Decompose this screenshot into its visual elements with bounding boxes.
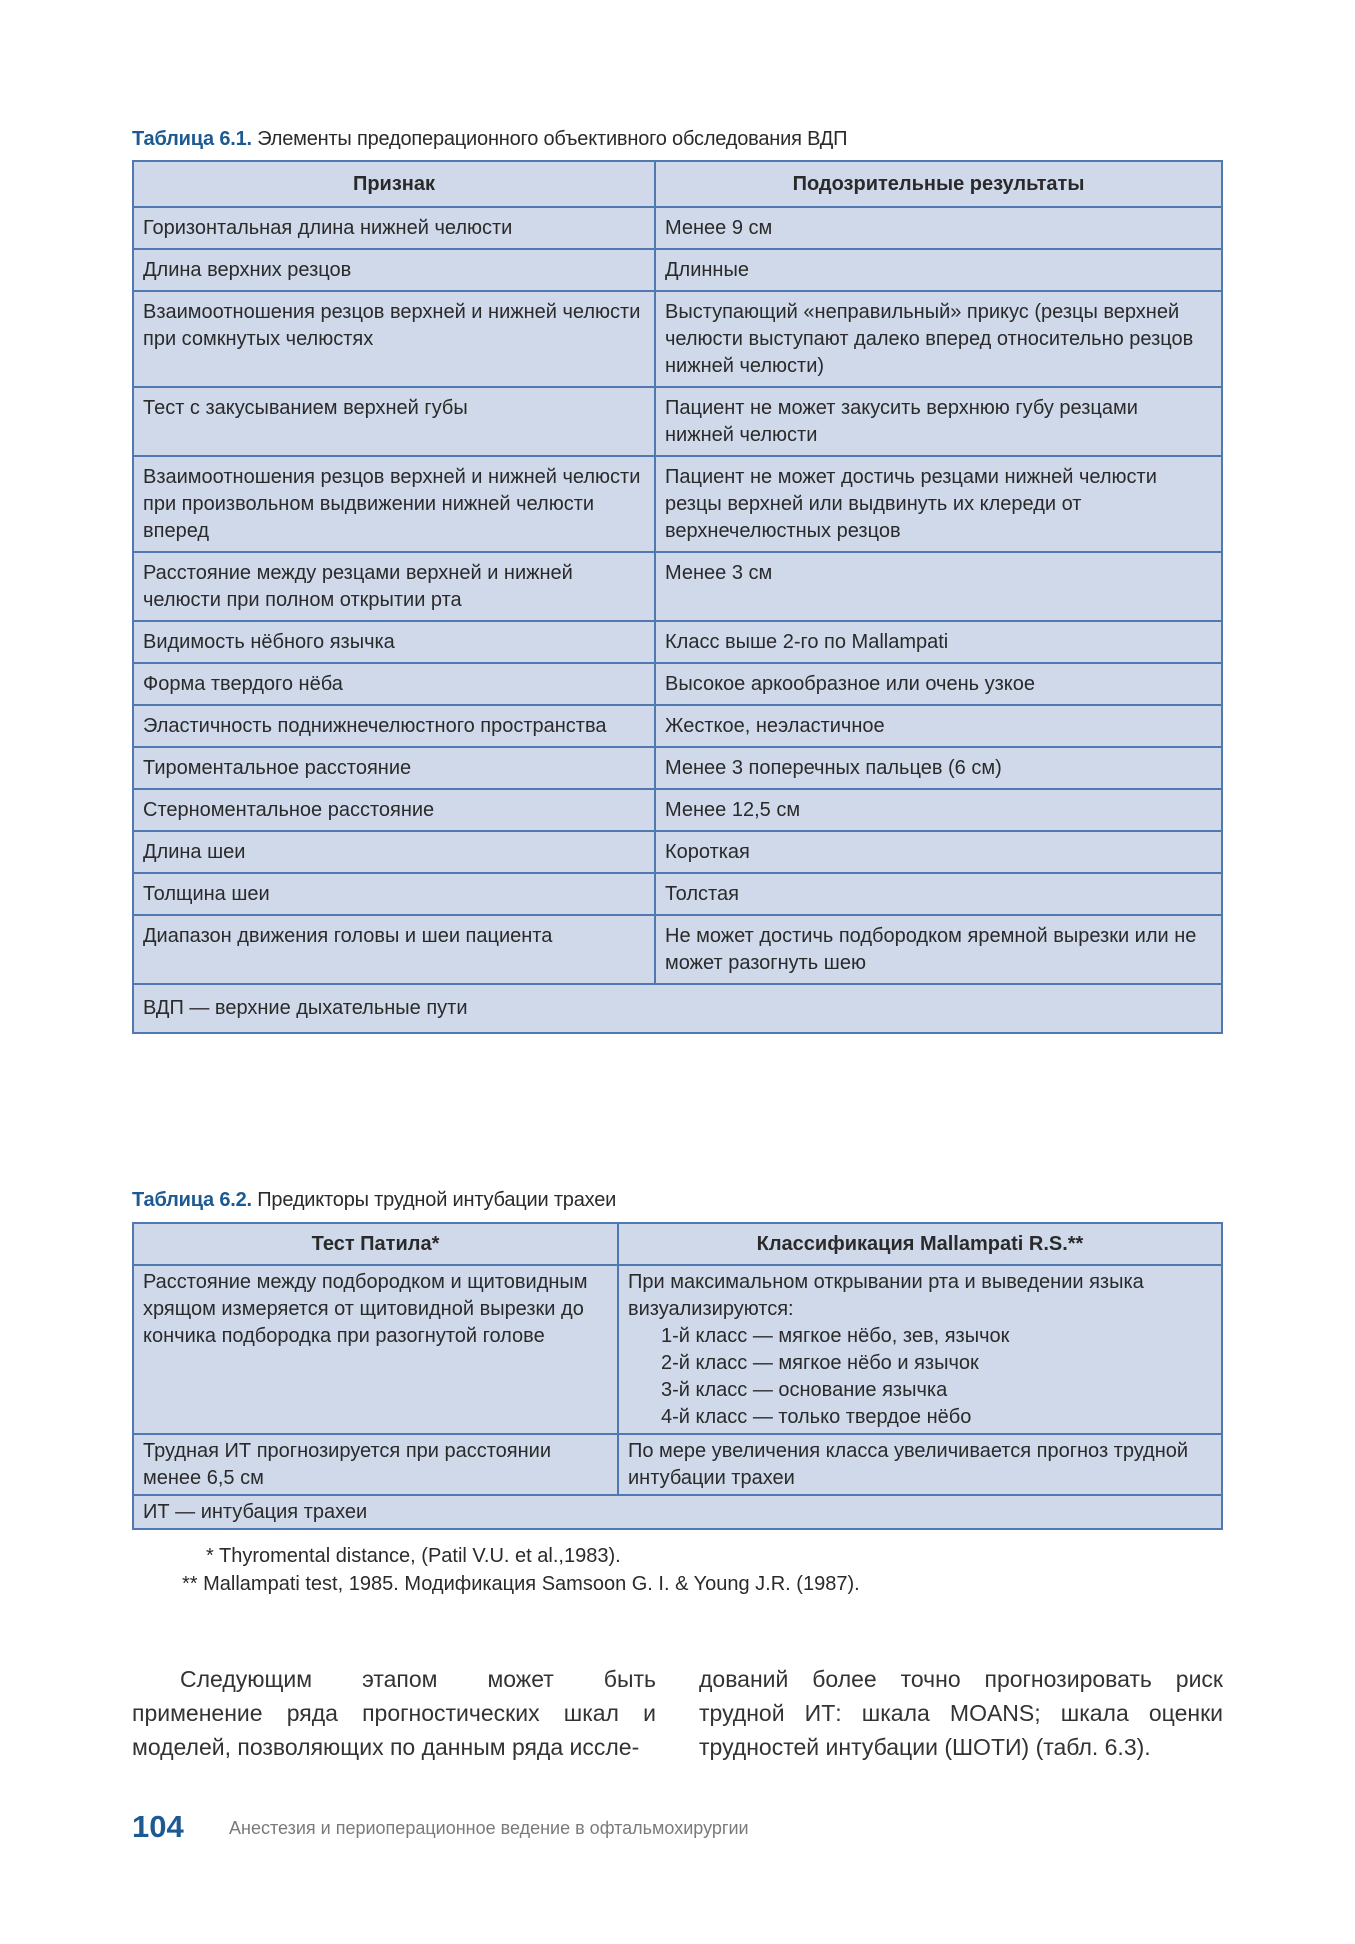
body-paragraph-right: дований более точно прогнозировать риск трудной ИТ: шкала MOANS; шкала оценки трудностей интубации (ШОТИ) (табл. 6.3). <box>699 1666 1223 1760</box>
result-cell: Менее 9 см <box>655 207 1222 249</box>
table-row <box>133 915 1222 984</box>
sign-cell: Эластичность поднижнечелюстного пространства <box>133 705 655 747</box>
table-row <box>133 1434 1222 1495</box>
mallampati-description <box>618 1265 1222 1434</box>
sign-cell: Длина верхних резцов <box>133 249 655 291</box>
sign-cell: Форма твердого нёба <box>133 663 655 705</box>
result-cell: Не может достичь подбородком яремной вырезки или не может разогнуть шею <box>655 915 1222 984</box>
sign-cell: Стерноментальное расстояние <box>133 789 655 831</box>
result-cell: Менее 12,5 см <box>655 789 1222 831</box>
table1-caption-number: Таблица 6.1. <box>132 128 252 150</box>
sign-cell: Взаимоотношения резцов верхней и нижней челюсти при сомкнутых челюстях <box>133 291 655 387</box>
result-cell: Менее 3 см <box>655 552 1222 621</box>
sign-cell: Тироментальное расстояние <box>133 747 655 789</box>
patil-description: Расстояние между подбородком и щитовидным хрящом измеряется от щитовидной вырезки до кончика подбородка при разогнутой голове <box>133 1265 618 1434</box>
table1-footer-row <box>133 984 1222 1033</box>
table-row <box>133 789 1222 831</box>
table1-header-result: Подозрительные результаты <box>655 161 1222 207</box>
running-title: Анестезия и периоперационное ведение в офтальмохирургии <box>229 1818 749 1838</box>
result-cell: Выступающий «неправильный» прикус (резцы верхней челюсти выступают далеко вперед относительно резцов нижней челюсти) <box>655 291 1222 387</box>
body-column-left <box>132 1662 656 1764</box>
result-cell: Высокое аркообразное или очень узкое <box>655 663 1222 705</box>
table-row <box>133 705 1222 747</box>
sign-cell: Тест с закусыванием верхней губы <box>133 387 655 456</box>
table-row <box>133 207 1222 249</box>
mallampati-class-1: 1-й класс — мягкое нёбо, зев, язычок <box>661 1325 1010 1347</box>
table-6-1 <box>132 160 1223 1034</box>
table1-header-sign: Признак <box>133 161 655 207</box>
table-row <box>133 873 1222 915</box>
table-row <box>133 249 1222 291</box>
sign-cell: Взаимоотношения резцов верхней и нижней челюсти при произвольном выдвижении нижней челюсти вперед <box>133 456 655 552</box>
table-6-2 <box>132 1222 1223 1530</box>
mallampati-prognosis: По мере увеличения класса увеличивается прогноз трудной интубации трахеи <box>618 1434 1222 1495</box>
table-row <box>133 747 1222 789</box>
table-row <box>133 663 1222 705</box>
table-row <box>133 291 1222 387</box>
table2-caption-number: Таблица 6.2. <box>132 1189 252 1211</box>
table-row <box>133 552 1222 621</box>
table2-caption <box>132 1189 616 1212</box>
table1-header-row <box>133 161 1222 207</box>
table-row <box>133 621 1222 663</box>
sign-cell: Горизонтальная длина нижней челюсти <box>133 207 655 249</box>
body-column-right <box>699 1662 1223 1764</box>
mallampati-class-3: 3-й класс — основание язычка <box>661 1379 948 1401</box>
table2-footer-note: ИТ — интубация трахеи <box>133 1495 1222 1529</box>
sign-cell: Видимость нёбного язычка <box>133 621 655 663</box>
body-paragraph-left: Следующим этапом может быть применение ряда прогностических шкал и моделей, позволяющих по данным ряда иссле- <box>132 1666 656 1760</box>
result-cell: Жесткое, неэластичное <box>655 705 1222 747</box>
sign-cell: Диапазон движения головы и шеи пациента <box>133 915 655 984</box>
mallampati-class-4: 4-й класс — только твердое нёбо <box>661 1406 972 1428</box>
result-cell: Менее 3 поперечных пальцев (6 см) <box>655 747 1222 789</box>
table1-footer-note: ВДП — верхние дыхательные пути <box>133 984 1222 1033</box>
sign-cell: Длина шеи <box>133 831 655 873</box>
mallampati-intro: При максимальном открывании рта и выведении языка визуализируются: <box>628 1271 1144 1320</box>
footnote-patil: * Thyromental distance, (Patil V.U. et al.,1983). <box>206 1545 621 1567</box>
table2-header-patil: Тест Патила* <box>133 1223 618 1265</box>
result-cell: Класс выше 2-го по Mallampati <box>655 621 1222 663</box>
result-cell: Пациент не может закусить верхнюю губу резцами нижней челюсти <box>655 387 1222 456</box>
table2-footer-row <box>133 1495 1222 1529</box>
table1-caption <box>132 128 847 151</box>
table1-caption-text: Элементы предоперационного объективного обследования ВДП <box>251 128 848 150</box>
footnote-mallampati: ** Mallampati test, 1985. Модификация Samsoon G. I. & Young J.R. (1987). <box>182 1573 860 1595</box>
table2-header-row <box>133 1223 1222 1265</box>
result-cell: Длинные <box>655 249 1222 291</box>
table-row <box>133 1265 1222 1434</box>
table2-caption-text: Предикторы трудной интубации трахеи <box>251 1189 617 1211</box>
table2-header-mallampati: Классификация Mallampati R.S.** <box>618 1223 1222 1265</box>
patil-prognosis: Трудная ИТ прогнозируется при расстоянии менее 6,5 см <box>133 1434 618 1495</box>
table-row <box>133 831 1222 873</box>
table-row <box>133 456 1222 552</box>
table-row <box>133 387 1222 456</box>
result-cell: Короткая <box>655 831 1222 873</box>
mallampati-class-2: 2-й класс — мягкое нёбо и язычок <box>661 1352 979 1374</box>
result-cell: Пациент не может достичь резцами нижней челюсти резцы верхней или выдвинуть их клереди от верхнечелюстных резцов <box>655 456 1222 552</box>
result-cell: Толстая <box>655 873 1222 915</box>
sign-cell: Толщина шеи <box>133 873 655 915</box>
sign-cell: Расстояние между резцами верхней и нижней челюсти при полном открытии рта <box>133 552 655 621</box>
page-number: 104 <box>132 1809 184 1844</box>
